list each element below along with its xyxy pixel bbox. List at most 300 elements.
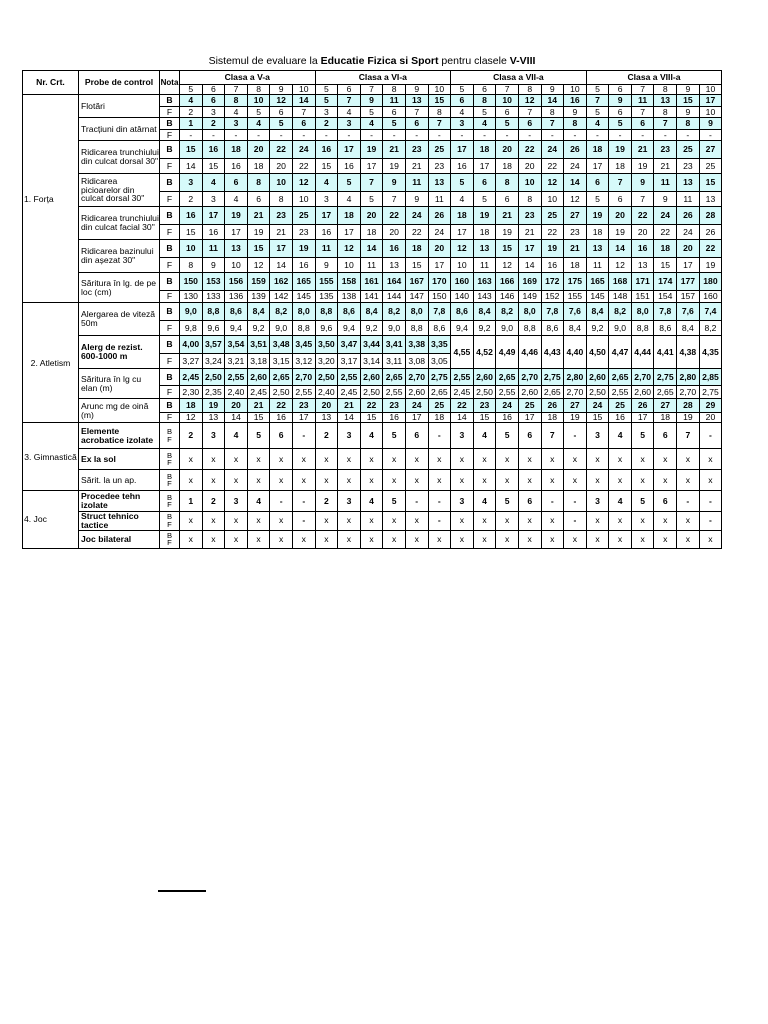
score-cell-b: 3,51 <box>247 336 270 354</box>
score-cell-f: 19 <box>564 413 587 423</box>
score-cell: x <box>180 449 203 470</box>
score-cell-f: 9 <box>654 192 677 207</box>
grade-header: 8 <box>247 85 270 95</box>
score-cell-f: 2,45 <box>338 386 361 399</box>
score-cell: 3 <box>586 423 609 449</box>
probe-name: Flotări <box>79 95 160 118</box>
table-row-b <box>23 399 722 413</box>
score-cell-f: 16 <box>225 159 248 174</box>
score-cell-b: 10 <box>518 174 541 192</box>
score-cell: x <box>541 530 564 548</box>
score-cell-f: 136 <box>225 291 248 303</box>
table-row <box>23 491 722 512</box>
score-cell-f: 8 <box>180 258 203 273</box>
score-cell: x <box>518 449 541 470</box>
score-cell-b: 4,35 <box>699 336 722 369</box>
score-cell-b: 4,50 <box>586 336 609 369</box>
score-cell-b: 155 <box>315 273 338 291</box>
score-cell-b: 4 <box>202 174 225 192</box>
score-cell-f: 14 <box>518 258 541 273</box>
score-cell-f: 3 <box>315 192 338 207</box>
score-cell: x <box>518 530 541 548</box>
score-cell-b: 23 <box>654 141 677 159</box>
nota-b-f <box>160 512 180 531</box>
score-cell-b: 2,60 <box>473 369 496 386</box>
nota-f: F <box>160 321 180 336</box>
nota-f: F <box>160 130 180 141</box>
score-cell: x <box>247 470 270 491</box>
score-cell: x <box>496 470 519 491</box>
score-cell-b: 14 <box>360 240 383 258</box>
score-cell: x <box>518 512 541 531</box>
score-cell-b: 26 <box>564 141 587 159</box>
score-cell-b: 3 <box>180 174 203 192</box>
score-cell-f: 2,55 <box>609 386 632 399</box>
score-cell-f: 17 <box>518 413 541 423</box>
score-cell-b: 5 <box>338 174 361 192</box>
score-cell-f: 21 <box>518 225 541 240</box>
score-cell-b: 20 <box>609 207 632 225</box>
nota-f: F <box>160 159 180 174</box>
score-cell-b: 5 <box>451 174 474 192</box>
score-cell-f: 11 <box>473 258 496 273</box>
score-cell-f: 22 <box>541 225 564 240</box>
score-cell-f: 9 <box>405 192 428 207</box>
score-cell-f: 15 <box>586 413 609 423</box>
score-cell-b: 22 <box>631 207 654 225</box>
score-cell-b: 6 <box>518 118 541 130</box>
score-cell-b: 24 <box>496 399 519 413</box>
score-cell: x <box>202 512 225 531</box>
score-cell-f: 5 <box>473 107 496 118</box>
score-cell-f: 9,6 <box>202 321 225 336</box>
score-cell-f: 16 <box>383 413 406 423</box>
score-cell-b: 7,8 <box>428 303 451 321</box>
score-cell-b: 26 <box>428 207 451 225</box>
score-cell-f: 18 <box>247 159 270 174</box>
nota-b: B <box>160 336 180 354</box>
score-cell: x <box>631 449 654 470</box>
score-cell-f: 130 <box>180 291 203 303</box>
score-cell-f: 9 <box>202 258 225 273</box>
score-cell: x <box>496 530 519 548</box>
score-cell-b: 167 <box>405 273 428 291</box>
score-cell-b: 16 <box>383 240 406 258</box>
score-cell-f: 3,20 <box>315 354 338 369</box>
score-cell-b: 9 <box>699 118 722 130</box>
score-cell-b: 17 <box>315 207 338 225</box>
score-cell-b: 163 <box>473 273 496 291</box>
score-cell-b: 16 <box>631 240 654 258</box>
title-subject: Educatie Fizica si Sport <box>320 55 439 67</box>
score-cell-b: 160 <box>451 273 474 291</box>
score-cell-b: 4 <box>586 118 609 130</box>
grade-header: 6 <box>473 85 496 95</box>
score-cell-f: 19 <box>247 225 270 240</box>
score-cell-b: 180 <box>699 273 722 291</box>
score-cell: x <box>428 449 451 470</box>
score-cell-f: 4 <box>451 107 474 118</box>
class-header: Clasa a VI-a <box>315 71 451 85</box>
score-cell: x <box>518 470 541 491</box>
score-cell: x <box>564 449 587 470</box>
score-cell-f: 13 <box>202 413 225 423</box>
class-header: Clasa a VII-a <box>451 71 587 85</box>
score-cell-f: 6 <box>609 107 632 118</box>
score-cell-b: 8,6 <box>338 303 361 321</box>
nota-f: F <box>167 538 172 548</box>
score-cell-b: 17 <box>451 141 474 159</box>
score-cell-f: 12 <box>496 258 519 273</box>
score-cell-f: 18 <box>541 413 564 423</box>
score-cell-f: - <box>541 130 564 141</box>
score-cell-f: 9,2 <box>247 321 270 336</box>
grade-header: 8 <box>654 85 677 95</box>
score-cell-b: 9 <box>631 174 654 192</box>
score-cell: 3 <box>451 423 474 449</box>
score-cell: x <box>541 449 564 470</box>
score-cell: x <box>473 449 496 470</box>
probe-name: Săritura în lg cu elan (m) <box>79 369 160 399</box>
score-cell: x <box>292 449 315 470</box>
score-cell-f: 149 <box>518 291 541 303</box>
score-cell-f: 8,8 <box>518 321 541 336</box>
score-cell-b: 7 <box>586 95 609 107</box>
score-cell: x <box>360 449 383 470</box>
score-cell-f: 2,75 <box>699 386 722 399</box>
nota-b: B <box>166 512 173 522</box>
grade-header: 6 <box>609 85 632 95</box>
score-cell-f: 152 <box>541 291 564 303</box>
score-cell-f: 151 <box>631 291 654 303</box>
score-cell-f: 9,6 <box>315 321 338 336</box>
table-row-b <box>23 207 722 225</box>
table-row <box>23 512 722 531</box>
score-cell-b: 25 <box>677 141 700 159</box>
score-cell: x <box>315 470 338 491</box>
score-cell: 6 <box>270 423 293 449</box>
score-cell-b: 7 <box>654 118 677 130</box>
score-cell-b: 156 <box>225 273 248 291</box>
score-cell: x <box>383 449 406 470</box>
score-cell-b: 26 <box>541 399 564 413</box>
score-cell-f: 15 <box>315 159 338 174</box>
score-cell-f: 6 <box>270 107 293 118</box>
section-label: 4. Joc <box>23 491 79 549</box>
score-cell: - <box>428 491 451 512</box>
score-cell-f: - <box>383 130 406 141</box>
score-cell: 5 <box>496 491 519 512</box>
score-cell-f: - <box>405 130 428 141</box>
score-cell: x <box>360 530 383 548</box>
score-cell-f: 6 <box>609 192 632 207</box>
score-cell-f: 2,50 <box>473 386 496 399</box>
score-cell: x <box>631 512 654 531</box>
score-cell-f: 3,24 <box>202 354 225 369</box>
score-cell: x <box>586 449 609 470</box>
score-cell-f: 20 <box>270 159 293 174</box>
score-cell-f: 2,60 <box>631 386 654 399</box>
score-cell-f: 8 <box>428 107 451 118</box>
nota-f: F <box>160 386 180 399</box>
score-cell-b: 14 <box>292 95 315 107</box>
score-cell-f: 20 <box>699 413 722 423</box>
score-cell: x <box>631 470 654 491</box>
score-cell-b: 3,50 <box>315 336 338 354</box>
score-cell-f: 13 <box>315 413 338 423</box>
score-cell: x <box>654 512 677 531</box>
score-cell-b: 20 <box>496 141 519 159</box>
score-cell-f: 7 <box>518 107 541 118</box>
score-cell-b: 2,65 <box>609 369 632 386</box>
nota-b: B <box>160 95 180 107</box>
score-cell-f: 2,30 <box>180 386 203 399</box>
score-cell-b: 3 <box>338 118 361 130</box>
score-cell-b: 6 <box>451 95 474 107</box>
nota-f: F <box>160 291 180 303</box>
score-cell-f: 18 <box>360 225 383 240</box>
score-cell: 3 <box>451 491 474 512</box>
score-cell-b: 22 <box>451 399 474 413</box>
score-cell: x <box>405 512 428 531</box>
nota-b: B <box>160 273 180 291</box>
score-cell-f: 9 <box>315 258 338 273</box>
score-cell-f: 19 <box>609 225 632 240</box>
score-cell-f: 2,40 <box>225 386 248 399</box>
score-cell-f: 3,05 <box>428 354 451 369</box>
score-cell-f: 6 <box>383 107 406 118</box>
probe-name: Sărit. la un ap. <box>79 470 160 491</box>
score-cell-f: 13 <box>383 258 406 273</box>
score-cell-f: 2,50 <box>586 386 609 399</box>
score-cell-b: 164 <box>383 273 406 291</box>
score-cell-f: 11 <box>677 192 700 207</box>
score-cell-f: 140 <box>451 291 474 303</box>
score-cell-f: 141 <box>360 291 383 303</box>
score-cell-f: 8 <box>518 192 541 207</box>
score-cell-f: 9,0 <box>609 321 632 336</box>
score-cell: 4 <box>360 423 383 449</box>
section-label: 3. Gimnastică <box>23 423 79 491</box>
score-cell-b: 11 <box>654 174 677 192</box>
score-cell: x <box>202 530 225 548</box>
score-cell-f: 7 <box>631 107 654 118</box>
header-row <box>23 71 722 85</box>
score-cell: x <box>405 530 428 548</box>
score-cell-b: 22 <box>518 141 541 159</box>
probe-name: Joc bilateral <box>79 530 160 548</box>
grade-header: 7 <box>225 85 248 95</box>
header-nr-crt: Nr. Crt. <box>23 71 79 95</box>
score-cell-f: - <box>180 130 203 141</box>
score-cell: x <box>338 470 361 491</box>
score-cell: x <box>270 449 293 470</box>
score-cell-b: 26 <box>631 399 654 413</box>
table-row <box>23 423 722 449</box>
score-cell: x <box>699 470 722 491</box>
score-cell-b: 2,50 <box>315 369 338 386</box>
score-cell: x <box>270 470 293 491</box>
score-cell-b: 8,4 <box>473 303 496 321</box>
score-cell-f: 24 <box>428 225 451 240</box>
score-cell-f: 8,2 <box>699 321 722 336</box>
score-cell-f: - <box>428 130 451 141</box>
score-cell-b: 10 <box>270 174 293 192</box>
score-cell-f: 21 <box>405 159 428 174</box>
score-cell-b: 3,54 <box>225 336 248 354</box>
score-cell-b: 21 <box>564 240 587 258</box>
score-cell-b: 25 <box>292 207 315 225</box>
score-cell-b: 7,8 <box>654 303 677 321</box>
score-cell-f: 16 <box>315 225 338 240</box>
score-cell-f: 19 <box>631 159 654 174</box>
score-cell: x <box>473 512 496 531</box>
table-row-b <box>23 336 722 354</box>
score-cell: x <box>315 530 338 548</box>
score-cell-f: - <box>270 130 293 141</box>
score-cell: 5 <box>383 423 406 449</box>
score-cell: x <box>247 530 270 548</box>
score-cell-f: 15 <box>473 413 496 423</box>
nota-b: B <box>160 174 180 192</box>
score-cell: 4 <box>473 423 496 449</box>
score-cell-b: 169 <box>518 273 541 291</box>
score-cell-f: 22 <box>654 225 677 240</box>
score-cell-b: 26 <box>677 207 700 225</box>
probe-name: Tracțiuni din atârnat <box>79 118 160 141</box>
probe-name: Săritura în lg. de pe loc (cm) <box>79 273 160 303</box>
score-cell-b: 177 <box>677 273 700 291</box>
score-cell-f: 15 <box>360 413 383 423</box>
score-cell-f: 2,65 <box>541 386 564 399</box>
score-cell-b: 15 <box>247 240 270 258</box>
score-cell-b: 12 <box>451 240 474 258</box>
score-cell-b: 9 <box>609 95 632 107</box>
score-cell-f: 23 <box>428 159 451 174</box>
score-cell-b: 165 <box>292 273 315 291</box>
score-cell: x <box>180 530 203 548</box>
score-cell-f: 3 <box>202 107 225 118</box>
score-cell-f: 5 <box>247 107 270 118</box>
score-cell-b: 3,47 <box>338 336 361 354</box>
score-cell-f: 19 <box>699 258 722 273</box>
score-cell-f: 2,60 <box>405 386 428 399</box>
score-cell: x <box>609 512 632 531</box>
score-cell-b: 8,0 <box>631 303 654 321</box>
grade-header: 5 <box>180 85 203 95</box>
score-cell-b: 153 <box>202 273 225 291</box>
score-cell: 5 <box>631 423 654 449</box>
score-cell-b: 5 <box>496 118 519 130</box>
score-cell-f: 24 <box>677 225 700 240</box>
score-cell-b: 14 <box>541 95 564 107</box>
score-cell-f: 9,0 <box>496 321 519 336</box>
score-cell-b: 10 <box>496 95 519 107</box>
score-cell-f: 17 <box>677 258 700 273</box>
probe-name: Alergarea de viteză 50m <box>79 303 160 336</box>
score-cell-f: 2 <box>180 192 203 207</box>
score-cell-f: 11 <box>586 258 609 273</box>
score-cell: - <box>428 512 451 531</box>
score-cell-b: 3,35 <box>428 336 451 354</box>
score-cell-f: 18 <box>586 225 609 240</box>
score-cell: x <box>292 470 315 491</box>
score-cell-b: 29 <box>699 399 722 413</box>
score-cell: - <box>292 512 315 531</box>
score-cell: x <box>202 470 225 491</box>
score-cell-b: 8,2 <box>496 303 519 321</box>
score-cell-f: 16 <box>451 159 474 174</box>
score-cell-b: 8 <box>247 174 270 192</box>
score-cell-f: 4 <box>338 192 361 207</box>
score-cell-f: 3 <box>315 107 338 118</box>
nota-b: B <box>166 427 173 436</box>
score-cell: - <box>292 423 315 449</box>
score-cell: - <box>699 491 722 512</box>
score-cell: 5 <box>383 491 406 512</box>
score-cell-b: 8,4 <box>247 303 270 321</box>
grade-header: 10 <box>428 85 451 95</box>
score-cell-f: - <box>609 130 632 141</box>
score-cell: x <box>609 470 632 491</box>
score-cell-f: 9,4 <box>451 321 474 336</box>
score-cell-b: 168 <box>609 273 632 291</box>
header-nota: Nota <box>160 71 180 95</box>
score-cell-b: 4,40 <box>564 336 587 369</box>
score-cell-f: 9 <box>677 107 700 118</box>
score-cell-b: 8,4 <box>586 303 609 321</box>
score-cell-f: 15 <box>202 159 225 174</box>
score-cell: - <box>292 491 315 512</box>
score-cell: 6 <box>405 423 428 449</box>
score-cell-b: 13 <box>473 240 496 258</box>
score-cell-f: 18 <box>654 413 677 423</box>
score-cell: 6 <box>518 491 541 512</box>
score-cell-f: 8,6 <box>428 321 451 336</box>
score-cell-f: 20 <box>518 159 541 174</box>
score-cell: x <box>338 530 361 548</box>
score-cell-f: 4 <box>338 107 361 118</box>
nota-f: F <box>160 258 180 273</box>
score-cell: x <box>541 512 564 531</box>
score-cell-b: 23 <box>473 399 496 413</box>
probe-name: Ridicarea bazinului din așezat 30" <box>79 240 160 273</box>
score-cell-f: 2,55 <box>496 386 519 399</box>
score-cell-f: 2,55 <box>383 386 406 399</box>
score-cell-f: 154 <box>654 291 677 303</box>
score-cell-f: 3,15 <box>270 354 293 369</box>
score-cell-b: 4,38 <box>677 336 700 369</box>
score-cell-f: 6 <box>496 192 519 207</box>
score-cell-f: 7 <box>405 107 428 118</box>
probe-name: Struct tehnico tactice <box>79 512 160 531</box>
score-cell-f: 2,70 <box>677 386 700 399</box>
score-cell: x <box>428 530 451 548</box>
score-cell: x <box>654 470 677 491</box>
score-cell-b: 2 <box>315 118 338 130</box>
score-cell-f: 8,8 <box>631 321 654 336</box>
nota-f: F <box>160 225 180 240</box>
score-cell-b: 16 <box>202 141 225 159</box>
score-cell-f: 14 <box>338 413 361 423</box>
score-cell-b: 27 <box>564 399 587 413</box>
score-cell-b: 2,75 <box>428 369 451 386</box>
score-cell-f: 17 <box>451 225 474 240</box>
score-cell: x <box>405 470 428 491</box>
score-cell-b: 3 <box>225 118 248 130</box>
title-classes: V-VIII <box>509 55 536 67</box>
score-cell-f: 10 <box>541 192 564 207</box>
